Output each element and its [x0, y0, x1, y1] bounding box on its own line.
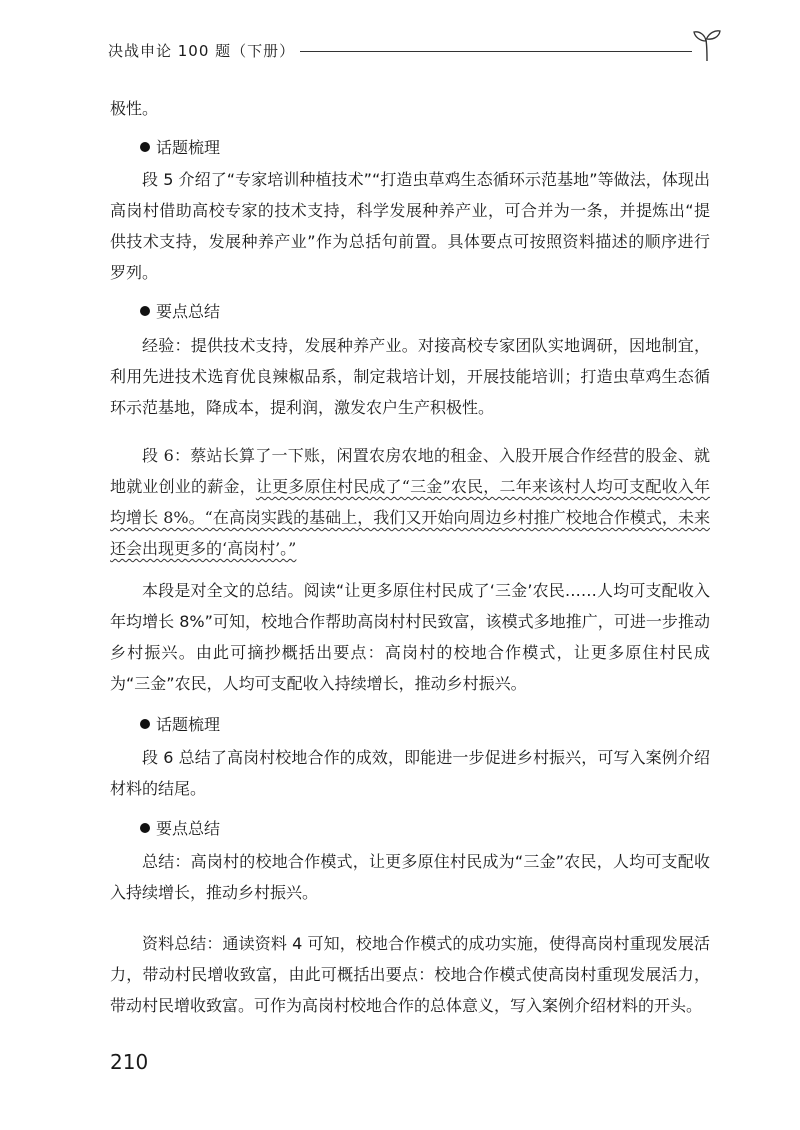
- bullet-heading: [140, 713, 220, 737]
- paragraph-continuation: 极性。: [110, 99, 159, 118]
- bullet-dot-icon: [140, 823, 150, 833]
- bullet-heading: [140, 300, 220, 324]
- wavy-underlined-text: 让更多原住村民成了“三金”农民，二年来该村人均可支配收入年均增长 8%。“在高岗实践的基础上，我们又开始向周边乡村推广校地合作模式，未来还会出现更多的‘高岗村’。”: [110, 477, 710, 558]
- bullet-heading-label: 话题梳理: [156, 138, 221, 157]
- quoted-source-paragraph: [110, 440, 710, 564]
- bullet-heading-label: 要点总结: [156, 819, 221, 838]
- book-title: 决战申论 100 题（下册）: [108, 42, 296, 60]
- header-rule: [300, 51, 692, 52]
- paragraph: 段 6 总结了高岗村校地合作的成效，即能进一步促进乡村振兴，可写入案例介绍材料的结尾。: [110, 748, 710, 798]
- bullet-dot-icon: [140, 719, 150, 729]
- bullet-dot-icon: [140, 306, 150, 316]
- sprout-icon: [692, 28, 722, 62]
- paragraph: 段 5 介绍了“专家培训种植技术”“打造虫草鸡生态循环示范基地”等做法，体现出高岗村借助高校专家的技术支持，科学发展种养产业，可合并为一条，并提炼出“提供技术支持，发展种养产业”作为总括句前置。具体要点可按照资料描述的顺序进行罗列。: [110, 170, 710, 282]
- paragraph: 资料总结：通读资料 4 可知，校地合作模式的成功实施，使得高岗村重现发展活力，带动村民增收致富，由此可概括出要点：校地合作模式使高岗村重现发展活力，带动村民增收致富。可作为高岗村校地合作的总体意义，写入案例介绍材料的开头。: [110, 934, 710, 1015]
- paragraph: 经验：提供技术支持，发展种养产业。对接高校专家团队实地调研，因地制宜，利用先进技术选育优良辣椒品系，制定栽培计划，开展技能培训；打造虫草鸡生态循环示范基地，降成本，提利润，激发农户生产积极性。: [110, 336, 710, 417]
- paragraph: 本段是对全文的总结。阅读“让更多原住村民成了‘三金’农民……人均可支配收入年均增长 8%”可知，校地合作帮助高岗村村民致富，该模式多地推广，可进一步推动乡村振兴。由此可摘抄概括出要点：高岗村的校地合作模式，让更多原住村民成为“三金”农民，人均可支配收入持续增长，推动乡村振兴。: [110, 581, 710, 693]
- paragraph: 总结：高岗村的校地合作模式，让更多原住村民成为“三金”农民，人均可支配收入持续增长，推动乡村振兴。: [110, 852, 710, 902]
- bullet-dot-icon: [140, 142, 150, 152]
- quoted-text: 段 6：蔡站长算了一下账，闲置农房农地的租金、入股开展合作经营的股金、就地就业创业的薪金，: [110, 446, 710, 496]
- bullet-heading: [140, 136, 220, 160]
- page-number: 210: [110, 1050, 149, 1074]
- bullet-heading: [140, 817, 220, 841]
- bullet-heading-label: 话题梳理: [156, 715, 221, 734]
- running-header: [108, 28, 718, 68]
- bullet-heading-label: 要点总结: [156, 302, 221, 321]
